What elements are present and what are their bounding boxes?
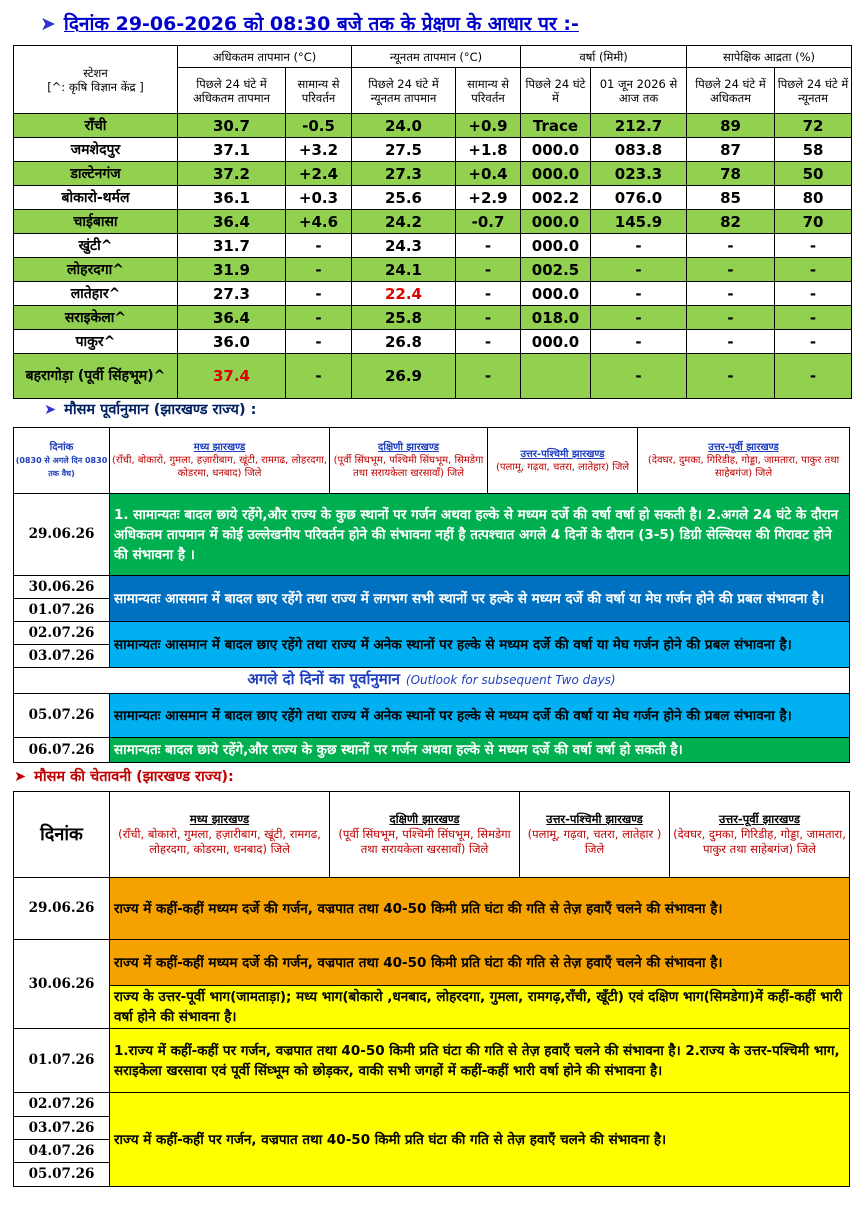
date-validity-note: (0830 से अगले दिन 0830 तक वैध) (15, 456, 108, 478)
observation-table (13, 45, 852, 399)
cell-rh-max: - (687, 258, 775, 282)
region-name: उत्तर-पूर्वी झारखण्ड (708, 442, 779, 453)
cell-min-dep: - (456, 234, 521, 258)
cell-max-dep: - (286, 330, 352, 354)
table-row (14, 354, 852, 399)
forecast-table (13, 427, 850, 763)
cell-min: 24.3 (352, 234, 456, 258)
forecast-date: 01.07.26 (14, 599, 110, 622)
region-name: उत्तर-पूर्वी झारखण्ड (718, 812, 801, 826)
region-districts: (पलामू, गढ़वा, चतरा, लातेहार) जिले (495, 461, 630, 473)
warning-table (13, 791, 850, 1187)
cell-rh-max: 87 (687, 138, 775, 162)
cell-rain24 (521, 354, 591, 399)
warning-date: 01.07.26 (14, 1029, 110, 1093)
table-row (14, 162, 852, 186)
cell-min: 26.9 (352, 354, 456, 399)
forecast-date: 02.07.26 (14, 622, 110, 645)
cell-rain24: 000.0 (521, 234, 591, 258)
cell-station: डाल्टेनगंज (14, 162, 178, 186)
cell-rh-max: 82 (687, 210, 775, 234)
cell-rain-season: - (591, 354, 687, 399)
cell-max-dep: - (286, 306, 352, 330)
region-north-east (638, 428, 850, 494)
cell-rain24: Trace (521, 114, 591, 138)
subheader: पिछले 24 घंटे में अधिकतम तापमान (178, 68, 286, 114)
table-row (14, 186, 852, 210)
cell-station: सराइकेला^ (14, 306, 178, 330)
forecast-text: सामान्यतः आसमान में बादल छाए रहेंगे तथा राज्य में लगभग सभी स्थानों पर हल्के से मध्यम दर्जे की वर्षा या मेघ गर्जन होने की प्रबल संभावना है। (110, 576, 850, 622)
region-central (110, 792, 330, 878)
warning-text: राज्य में कहीं-कहीं पर गर्जन, वज्रपात तथा 40-50 किमी प्रति घंटा की गति से तेज़ हवाएँ चलने की संभावना है। (110, 1093, 850, 1187)
outlook-heading: अगले दो दिनों का पूर्वानुमान (247, 670, 400, 688)
group-header-min: न्यूनतम तापमान (°C) (352, 46, 521, 68)
cell-rain24: 002.5 (521, 258, 591, 282)
cell-min-dep: +0.9 (456, 114, 521, 138)
cell-min-dep: -0.7 (456, 210, 521, 234)
warning-date: 04.07.26 (14, 1140, 110, 1163)
cell-min: 27.5 (352, 138, 456, 162)
cell-rh-max: - (687, 282, 775, 306)
cell-rh-min: - (775, 234, 852, 258)
region-districts: (पलामू, गढ़वा, चतरा, लातेहार ) जिले (527, 827, 662, 856)
region-name: दक्षिणी झारखण्ड (378, 442, 439, 453)
warning-date: 30.06.26 (14, 940, 110, 1029)
cell-min-dep: - (456, 330, 521, 354)
cell-station: जमशेदपुर (14, 138, 178, 162)
cell-rain24: 000.0 (521, 330, 591, 354)
cell-min-dep: +0.4 (456, 162, 521, 186)
region-north-west (520, 792, 670, 878)
table-row (14, 330, 852, 354)
table-row (14, 258, 852, 282)
cell-rh-min: 50 (775, 162, 852, 186)
cell-max: 36.1 (178, 186, 286, 210)
cell-rh-max: 89 (687, 114, 775, 138)
date-header-label: दिनांक (49, 442, 74, 453)
cell-rain-season: 023.3 (591, 162, 687, 186)
region-name: मध्य झारखण्ड (189, 812, 250, 826)
cell-max-dep: +4.6 (286, 210, 352, 234)
forecast-date: 29.06.26 (14, 494, 110, 576)
warning-text: राज्य में कहीं-कहीं मध्यम दर्जे की गर्जन, वज्रपात तथा 40-50 किमी प्रति घंटा की गति से तेज़ हवाएँ चलने की संभावना है। (110, 940, 850, 986)
subheader: पिछले 24 घंटे में न्यूनतम (775, 68, 852, 114)
cell-station: खुंटी^ (14, 234, 178, 258)
cell-rain24: 002.2 (521, 186, 591, 210)
cell-min: 25.8 (352, 306, 456, 330)
outlook-text: सामान्यतः आसमान में बादल छाए रहेंगे तथा राज्य में अनेक स्थानों पर हल्के से मध्यम दर्जे की वर्षा या मेघ गर्जन होने की प्रबल संभावना है। (110, 694, 850, 738)
cell-rain-season: - (591, 282, 687, 306)
cell-max: 31.7 (178, 234, 286, 258)
cell-rain24: 000.0 (521, 282, 591, 306)
cell-min: 24.1 (352, 258, 456, 282)
cell-station: लोहरदगा^ (14, 258, 178, 282)
cell-max: 37.1 (178, 138, 286, 162)
arrow-bullet-icon: ➤ (40, 13, 56, 35)
forecast-date: 30.06.26 (14, 576, 110, 599)
cell-max: 37.2 (178, 162, 286, 186)
region-districts: (पूर्वी सिंघभूम, पश्चिमी सिंघभूम, सिमडेगा तथा सरायकेला खरसावाँ) जिले (333, 455, 484, 479)
cell-min: 22.4 (352, 282, 456, 306)
region-central (110, 428, 330, 494)
cell-rh-min: 58 (775, 138, 852, 162)
warning-text: 1.राज्य में कहीं-कहीं पर गर्जन, वज्रपात तथा 40-50 किमी प्रति घंटा की गति से तेज़ हवाएँ चलने की संभावना है। 2.राज्य के उत्तर-पश्चिमी भाग, सराइकेला खरसावा एवं पूर्वी सिंघ्भूम को छोड़कर, वाकी सभी जगहों में कहीं-कहीं भारी वर्षा होने की संभावना है। (110, 1029, 850, 1093)
region-north-west (488, 428, 638, 494)
cell-min-dep: - (456, 282, 521, 306)
cell-max: 36.0 (178, 330, 286, 354)
forecast-date-header (14, 428, 110, 494)
cell-rh-min: 72 (775, 114, 852, 138)
cell-min-dep: +1.8 (456, 138, 521, 162)
cell-rh-max: 78 (687, 162, 775, 186)
cell-rh-max: - (687, 354, 775, 399)
cell-rain24: 018.0 (521, 306, 591, 330)
subheader: सामान्य से परिवर्तन (456, 68, 521, 114)
cell-max-dep: - (286, 282, 352, 306)
cell-rain24: 000.0 (521, 210, 591, 234)
cell-rh-max: - (687, 234, 775, 258)
table-row (14, 210, 852, 234)
cell-max-dep: +0.3 (286, 186, 352, 210)
cell-min: 24.2 (352, 210, 456, 234)
observation-heading: ➤ दिनांक 29-06-2026 को 08:30 बजे तक के प्रेक्षण के आधार पर :- (40, 13, 579, 35)
cell-min: 25.6 (352, 186, 456, 210)
cell-station: बोकारो-थर्मल (14, 186, 178, 210)
cell-rain-season: - (591, 234, 687, 258)
outlook-english: (Outlook for subsequent Two days) (405, 673, 616, 687)
warning-date: 03.07.26 (14, 1117, 110, 1140)
warning-text: राज्य में कहीं-कहीं मध्यम दर्जे की गर्जन, वज्रपात तथा 40-50 किमी प्रति घंटा की गति से तेज़ हवाएँ चलने की संभावना है। (110, 878, 850, 940)
table-row (14, 114, 852, 138)
cell-rain-season: - (591, 306, 687, 330)
forecast-text: 1. सामान्यतः बादल छाये रहेंगे,और राज्य के कुछ स्थानों पर गर्जन अथवा हल्के से मध्यम दर्जे की वर्षा वर्षा हो सकती है। 2.अगले 24 घंटे के दौरान अधिकतम तापमान में कोई उल्लेखनीय परिवर्तन होने की संभावना नहीं है तत्पश्चात अगले 4 दिनों के दौरान (3-5) डिग्री सेल्सियस की गिरावट होने की संभावना है । (110, 494, 850, 576)
group-header-max: अधिकतम तापमान (°C) (178, 46, 352, 68)
station-header: स्टेशन [^: कृषि विज्ञान केंद्र ] (14, 46, 178, 114)
region-name: मध्य झारखण्ड (193, 442, 246, 453)
subheader: पिछले 24 घंटे में अधिकतम (687, 68, 775, 114)
region-districts: (देवघर, दुमका, गिरिडीह, गोड्डा, जामतारा, पाकुर तथा साहेबगंज) जिले (647, 455, 840, 479)
cell-min-dep: +2.9 (456, 186, 521, 210)
cell-station: चाईबासा (14, 210, 178, 234)
cell-rain-season: 145.9 (591, 210, 687, 234)
cell-rh-min: 80 (775, 186, 852, 210)
cell-max-dep: +2.4 (286, 162, 352, 186)
cell-max: 37.4 (178, 354, 286, 399)
cell-max-dep: +3.2 (286, 138, 352, 162)
warning-date: 29.06.26 (14, 878, 110, 940)
cell-min-dep: - (456, 306, 521, 330)
table-row (14, 234, 852, 258)
cell-rh-min: - (775, 258, 852, 282)
cell-min-dep: - (456, 258, 521, 282)
cell-station: पाकुर^ (14, 330, 178, 354)
cell-rh-min: - (775, 354, 852, 399)
cell-rh-min: - (775, 282, 852, 306)
region-north-east (670, 792, 850, 878)
outlook-date: 05.07.26 (14, 694, 110, 738)
forecast-date: 03.07.26 (14, 645, 110, 668)
forecast-text: सामान्यतः आसमान में बादल छाए रहेंगे तथा राज्य में अनेक स्थानों पर हल्के से मध्यम दर्जे की वर्षा या मेघ गर्जन होने की प्रबल संभावना है। (110, 622, 850, 668)
cell-rain-season: - (591, 258, 687, 282)
cell-rain-season: 083.8 (591, 138, 687, 162)
cell-rain-season: 212.7 (591, 114, 687, 138)
cell-max: 30.7 (178, 114, 286, 138)
cell-rh-min: - (775, 330, 852, 354)
warning-date: 05.07.26 (14, 1163, 110, 1187)
subheader: 01 जून 2026 से आज तक (591, 68, 687, 114)
cell-rain-season: 076.0 (591, 186, 687, 210)
region-districts: (पूर्वी सिंघभूम, पश्चिमी सिंघभूम, सिमडेगा तथा सरायकेला खरसावाँ) जिले (338, 827, 511, 856)
group-header-rain: वर्षा (मिमी) (521, 46, 687, 68)
outlook-text: सामान्यतः बादल छाये रहेंगे,और राज्य के कुछ स्थानों पर गर्जन अथवा हल्के से मध्यम दर्जे की वर्षा वर्षा हो सकती है। (110, 738, 850, 763)
region-south (330, 792, 520, 878)
cell-min-dep: - (456, 354, 521, 399)
region-districts: (राँची, बोकारो, गुमला, हज़ारीबाग, खूंटी, रामगढ, लोहरदगा, कोडरमा, धनबाद) जिले (118, 827, 321, 856)
warning-date-header: दिनांक (14, 792, 110, 878)
arrow-bullet-icon: ➤ (14, 769, 27, 785)
cell-rh-min: - (775, 306, 852, 330)
region-name: दक्षिणी झारखण्ड (389, 812, 460, 826)
cell-rain24: 000.0 (521, 162, 591, 186)
cell-min: 24.0 (352, 114, 456, 138)
cell-rh-max: - (687, 330, 775, 354)
region-districts: (राँची, बोकारो, गुमला, हज़ारीबाग, खूंटी, रामगढ, लोहरदगा, कोडरमा, धनबाद) जिले (111, 455, 328, 479)
cell-max-dep: - (286, 354, 352, 399)
region-name: उत्तर-पश्चिमी झारखण्ड (546, 812, 643, 826)
cell-station: लातेहार^ (14, 282, 178, 306)
subheader: पिछले 24 घंटे में न्यूनतम तापमान (352, 68, 456, 114)
arrow-bullet-icon: ➤ (44, 402, 57, 418)
cell-max-dep: -0.5 (286, 114, 352, 138)
table-row (14, 306, 852, 330)
table-row (14, 138, 852, 162)
outlook-date: 06.07.26 (14, 738, 110, 763)
outlook-heading-row (14, 668, 850, 694)
cell-rain24: 000.0 (521, 138, 591, 162)
cell-station: बहरागोड़ा (पूर्वी सिंहभूम)^ (14, 354, 178, 399)
cell-max: 31.9 (178, 258, 286, 282)
warning-text: राज्य के उत्तर-पूर्वी भाग(जामताड़ा); मध्य भाग(बोकारो ,धनबाद, लोहरदगा, गुमला, रामगढ़,राँची, खूँटी) एवं दक्षिण भाग(सिमडेगा)में कहीं-कहीं भारी वर्षा होने की संभावना है। (110, 986, 850, 1029)
forecast-heading: ➤ मौसम पूर्वानुमान (झारखण्ड राज्य) : (44, 402, 257, 418)
group-header-rh: सापेक्षिक आद्रता (%) (687, 46, 852, 68)
cell-rain-season: - (591, 330, 687, 354)
cell-min: 27.3 (352, 162, 456, 186)
cell-max: 36.4 (178, 306, 286, 330)
subheader: सामान्य से परिवर्तन (286, 68, 352, 114)
cell-max: 27.3 (178, 282, 286, 306)
cell-rh-max: 85 (687, 186, 775, 210)
subheader: पिछले 24 घंटे में (521, 68, 591, 114)
cell-max: 36.4 (178, 210, 286, 234)
region-name: उत्तर-पश्चिमी झारखण्ड (520, 448, 605, 460)
table-row (14, 282, 852, 306)
region-south (330, 428, 488, 494)
cell-min: 26.8 (352, 330, 456, 354)
cell-max-dep: - (286, 258, 352, 282)
warning-heading: ➤ मौसम की चेतावनी (झारखण्ड राज्य): (14, 769, 234, 785)
cell-station: राँची (14, 114, 178, 138)
region-districts: (देवघर, दुमका, गिरिडीह, गोड्डा, जामतारा, पाकुर तथा साहेबगंज) जिले (673, 827, 846, 856)
cell-rh-min: 70 (775, 210, 852, 234)
cell-rh-max: - (687, 306, 775, 330)
warning-date: 02.07.26 (14, 1093, 110, 1117)
cell-max-dep: - (286, 234, 352, 258)
